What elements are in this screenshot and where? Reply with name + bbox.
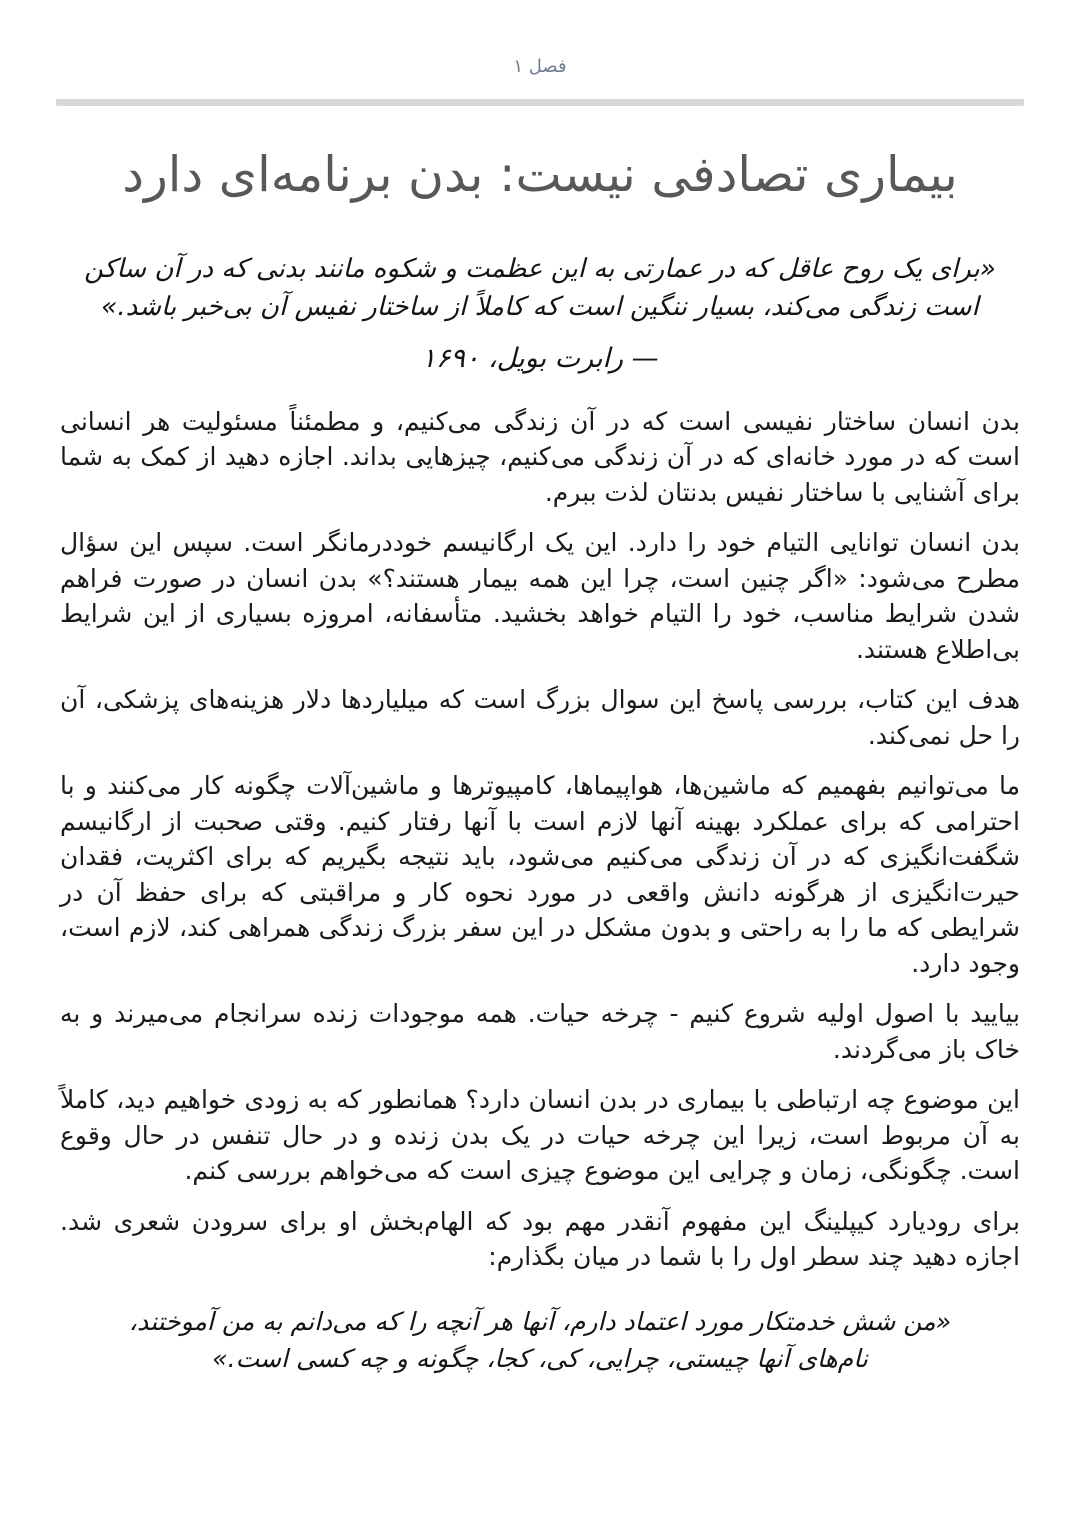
chapter-title: بیماری تصادفی نیست: بدن برنامه‌ای دارد bbox=[122, 146, 958, 203]
poem-line: نام‌های آنها چیستی، چرایی، کی، کجا، چگونه و چه کسی است.» bbox=[212, 1344, 868, 1374]
chapter-divider bbox=[56, 99, 1024, 106]
poem-line: «من شش خدمتکار مورد اعتماد دارم، آنها هر آنچه را که می‌دانم به من آموختند، bbox=[128, 1306, 952, 1336]
body-paragraph: برای رودیارد کیپلینگ این مفهوم آنقدر مهم بود که الهام‌بخش او برای سرودن شعری شد. اجازه دهید چند سطر اول را با شما در میان بگذارم: bbox=[60, 1206, 1020, 1272]
body-paragraph: بیایید با اصول اولیه شروع کنیم - چرخه حیات. همه موجودات زنده سرانجام می‌میرند و به خاک باز می‌گردند. bbox=[60, 999, 1020, 1064]
body-paragraph: بدن انسان توانایی التیام خود را دارد. این یک ارگانیسم خوددرمانگر است. سپس این سؤال مطرح می‌شود: «اگر چنین است، چرا این همه بیمار هستند؟» بدن انسان در صورت فراهم شدن شرایط مناسب، خود را التیام خواهد بخشید. متأسفانه، امروزه بسیاری از این شرایط بی‌اطلاع هستند. bbox=[60, 528, 1020, 664]
epigraph-attribution: — رابرت بویل، ۱۶۹۰ bbox=[421, 342, 659, 374]
epigraph-quote: «برای یک روح عاقل که در عمارتی به این عظمت و شکوه مانند بدنی که در آن ساکن است زندگی می‌کند، بسیار ننگین است که کاملاً از ساختار نفیس آن بی‌خبر باشد.» bbox=[84, 254, 996, 322]
body-paragraph: ما می‌توانیم بفهمیم که ماشین‌ها، هواپیماها، کامپیوترها و ماشین‌آلات چگونه کار می‌کنند و با احترامی که برای عملکرد بهینه آنها لازم است با آنها رفتار کنیم. وقتی صحبت از ارگانیسم شگفت‌انگیزی که در آن زندگی می‌کنیم می‌شود، باید نتیجه بگیریم که برای اکثریت، فقدان حیرت‌انگیزی از هرگونه دانش واقعی در مورد نحوه کار و مراقبتی که برای حفظ آن در شرایطی که ما را به راحتی و بدون مشکل در این سفر بزرگ زندگی همراهی کند، لازم است، وجود دارد. bbox=[60, 771, 1020, 978]
closing-poem-quote bbox=[60, 1303, 1020, 1378]
body-paragraph: بدن انسان ساختار نفیسی است که در آن زندگی می‌کنیم، و مطمئناً مسئولیت هر انسانی است که در مورد خانه‌ای که در آن زندگی می‌کنیم، چیزهایی بداند. اجازه دهید از کمک به شما برای آشنایی با ساختار نفیس بدنتان لذت ببرم. bbox=[60, 406, 1020, 507]
body-paragraph: این موضوع چه ارتباطی با بیماری در بدن انسان دارد؟ همانطور که به زودی خواهیم دید، کاملاً به آن مربوط است، زیرا این چرخه حیات در یک بدن زنده و در حال تنفس در حال وقوع است. چگونگی، زمان و چرایی این موضوع چیزی است که می‌خواهم بررسی کنم. bbox=[60, 1085, 1020, 1186]
body-paragraph: هدف این کتاب، بررسی پاسخ این سوال بزرگ است که میلیاردها دلار هزینه‌های پزشکی، آن را حل نمی‌کند. bbox=[60, 685, 1020, 750]
chapter-label: فصل ۱ bbox=[513, 56, 567, 77]
